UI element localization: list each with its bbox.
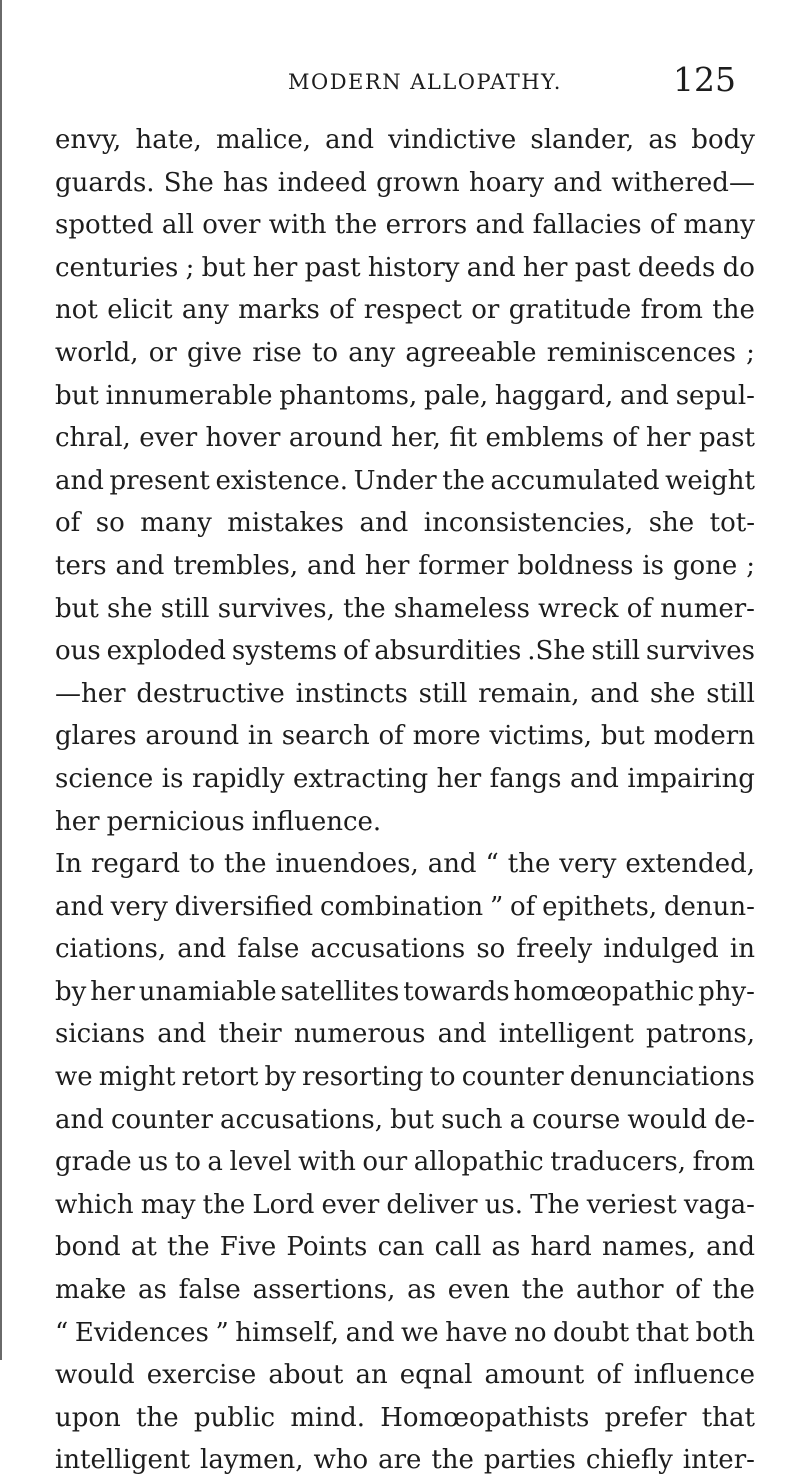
text-line: but she still survives, the shameless wreck of numer- — [55, 593, 755, 624]
text-line: guards. She has indeed grown hoary and withered— — [55, 167, 755, 198]
text-line: of so many mistakes and inconsistencies, she tot- — [55, 508, 755, 539]
text-line: grade us to a level with our allopathic traducers, from — [55, 1147, 755, 1178]
page-number: 125 — [673, 60, 736, 99]
text-line: —her destructive instincts still remain, and she still — [55, 678, 755, 709]
text-line: upon the public mind. Homœopathists prefer that — [55, 1402, 755, 1433]
body-text — [55, 119, 755, 1482]
text-line: ous exploded systems of absurdities .She still survives — [55, 636, 755, 667]
text-line: glares around in search of more victims, but modern — [55, 721, 755, 752]
text-line: we might retort by resorting to counter denunciations — [55, 1062, 755, 1093]
text-line: science is rapidly extracting her fangs and impairing — [55, 763, 755, 794]
text-line: not elicit any marks of respect or gratitude from the — [55, 295, 755, 326]
text-line: world, or give rise to any agreeable reminiscences ; — [55, 337, 755, 368]
text-line: centuries ; but her past history and her past deeds do — [55, 252, 755, 283]
text-line: her pernicious influence. — [55, 806, 382, 837]
text-line: spotted all over with the errors and fallacies of many — [55, 210, 755, 241]
text-line: chral, ever hover around her, fit emblems of her past — [55, 423, 755, 454]
text-line: and present existence. Under the accumulated weight — [55, 465, 755, 496]
text-line: which may the Lord ever deliver us. The veriest vaga- — [55, 1189, 755, 1220]
text-line: “ Evidences ” himself, and we have no doubt that both — [55, 1317, 755, 1348]
page-edge-shadow — [0, 0, 2, 1360]
running-head-title: MODERN ALLOPATHY. — [288, 70, 562, 94]
text-line: by her unamiable satellites towards homœopathic phy- — [55, 976, 755, 1007]
text-line: would exercise about an eqnal amount of influence — [55, 1360, 755, 1391]
running-head — [0, 62, 800, 102]
text-line: but innumerable phantoms, pale, haggard, and sepul- — [55, 380, 755, 411]
text-line: bond at the Five Points can call as hard names, and — [55, 1232, 755, 1263]
text-line: and counter accusations, but such a course would de- — [55, 1104, 755, 1135]
text-line: make as false assertions, as even the author of the — [55, 1275, 755, 1306]
text-line: ciations, and false accusations so freely indulged in — [55, 934, 755, 965]
text-line: intelligent laymen, who are the parties chiefly inter- — [55, 1445, 755, 1476]
text-line: sicians and their numerous and intelligent patrons, — [55, 1019, 755, 1050]
text-line: In regard to the inuendoes, and “ the very extended, — [55, 849, 755, 880]
text-line: ters and trembles, and her former boldness is gone ; — [55, 550, 755, 581]
text-line: envy, hate, malice, and vindictive slander, as body — [55, 125, 755, 155]
text-line: and very diversified combination ” of epithets, denun- — [55, 891, 755, 922]
